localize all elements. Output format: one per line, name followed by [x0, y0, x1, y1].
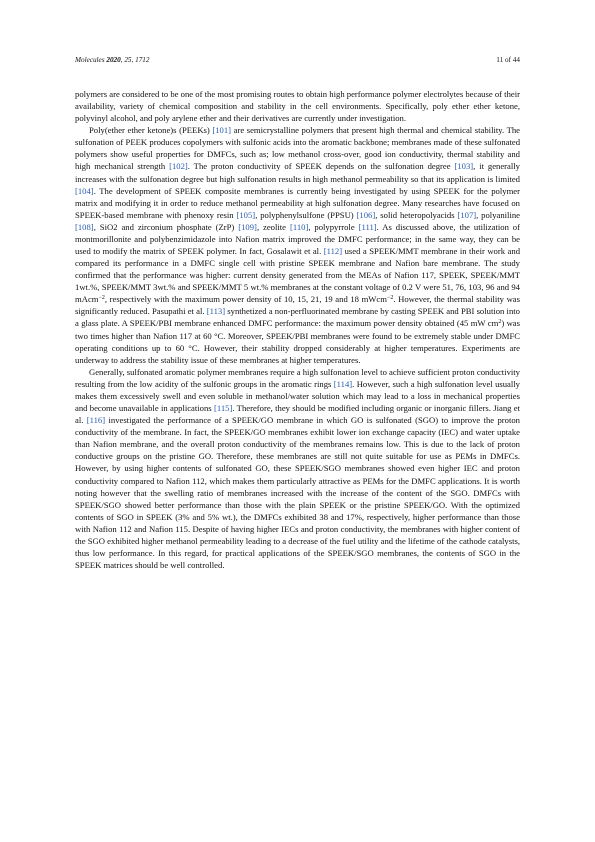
citation-link[interactable]: [108] [75, 221, 94, 232]
superscript: −2 [98, 295, 105, 302]
paragraph-2: Poly(ether ether ketone)s (PEEKs) [101] are semicrystalline polymers that present high thermal and chemical stability. The sulfonation of PEEK produces copolymers with sulfonic acids into the aromatic backbone; membranes made of these sulfonated polymers show useful properties for DMFCs, such as; low methanol cross-over, good ion conductivity, thermal stability and high mechanical strength [102]. The proton conductivity of SPEEK depends on the sulfonation degree [103], it generally increases with the sulfonation degree but high sulfonation results in high methanol permeability so that its application is limited [104]. The development of SPEEK composite membranes is currently being investigated by using SPEEK for the polymer matrix and modifying it in order to reduce methanol permeability at high sulfonation degree. Many researches have focused on SPEEK-based membrane with phenoxy resin [105], polyphenylsulfone (PPSU) [106], solid heteropolyacids [107], polyaniline [108], SiO2 and zirconium phosphate (ZrP) [109], zeolite [110], polypyrrole [111]. As discussed above, the utilization of montmorillonite and polybenzimidazole into Nafion matrix improved the DMFC performance; in the same way, they can be used to modify the matrix of SPEEK polymer. In fact, Gosalawit et al. [112] used a SPEEK/MMT membrane in their work and compared its performance in a DMFC single cell with pristine SPEEK membrane and Nafion bare membrane. The study confirmed that the performance was higher: current density generated from the MEAs of Nafion 117, SPEEK, SPEEK/MMT 1wt.%, SPEEK/MMT 3wt.% and SPEEK/MMT 5 wt.% membranes at the constant voltage of 0.2 V were 51, 76, 103, 96 and 94 mAcm$^{-2}$, respectively with the maximum power density of 10, 15, 21, 19 and 18 mWcm$^{-2}$. However, the thermal stability was significantly reduced. Pasupathi et al. [113] synthetized a non-perfluorinated membrane by casting SPEEK and PBI solution into a glass plate. A SPEEK/PBI membrane enhanced DMFC performance: the maximum power density obtained (45 mW $cm^2$) was two times higher than Nafion 117 at 60 °C. Moreover, SPEEK/PBI membranes were found to be extremely stable under DMFC operating conditions up to 60 °C. However, their stability dropped considerably at higher temperatures. Experiments are underway to address the stability issue of these membranes at higher temperatures. [75, 125, 521, 365]
citation-link[interactable]: [103] [454, 161, 474, 172]
citation-link[interactable]: [114] [333, 378, 353, 389]
citation-link[interactable]: [106] [356, 209, 376, 220]
citation-link[interactable]: [116] [86, 415, 106, 426]
page-number: 11 of 44 [496, 56, 520, 64]
citation-link[interactable]: [105] [236, 209, 256, 220]
citation-link[interactable]: [101] [212, 125, 232, 136]
journal-citation [75, 56, 149, 64]
citation-link[interactable]: [113] [206, 306, 226, 317]
citation-link[interactable]: [109] [238, 221, 257, 232]
citation-link[interactable]: [115] [213, 403, 233, 414]
citation-link[interactable]: [112] [323, 246, 343, 257]
article-body [75, 88, 520, 571]
superscript: 2 [498, 319, 502, 326]
running-header [75, 56, 520, 64]
citation-link[interactable]: [102] [169, 161, 188, 172]
citation-link[interactable]: [111] [358, 221, 377, 232]
paragraph-3: Generally, sulfonated aromatic polymer membranes require a high sulfonation level to achieve sufficient proton conductivity resulting from the low acidity of the sulfonic groups in the aromatic rings [114]. However, such a high sulfonation level usually makes them excessively swell and even soluble in methanol/water solution which may lead to a loss in mechanical properties and become unavailable in applications [115]. Therefore, they should be modified including organic or inorganic fillers. Jiang et al. [116] investigated the performance of a SPEEK/GO membrane in which GO is sulfonated (SGO) to improve the proton conductivity of the membrane. In fact, the SPEEK/GO membranes exhibit lower ion exchange capacity (IEC) and water uptake than Nafion membrane, and the overall proton conductivity of the membranes remains low. This is due to the lack of proton conductive groups on the pristine GO. Therefore, these membranes are still not quite suitable for use as PEMs in DMFCs. However, by using higher contents of sulfonated GO, these SPEEK/SGO membranes showed even higher IEC and proton conductivity compared to Nafion 112, which makes them particularly attractive as PEMs for the DMFC applications. It is worth noting however that the swelling ratio of membranes increased with the increase of the content of the SGO. DMFCs with SPEEK/SGO showed better performance than those with the plain SPEEK or the pristine SPEEK/GO. With the optimized contents of SGO in SPEEK (3% and 5% wt.), the DMFCs exhibited 38 and 17%, respectively, higher performance than those with Nafion 112 and Nafion 115. Despite of having higher IECs and proton conductivity, the membranes with higher content of the SGO exhibited higher methanol permeability leading to a decrease of the fuel utility and the lifetime of the cathode catalysts, thus low performance. In this regard, for practical applications of the SPEEK/SGO membranes, the contents of SGO in the SPEEK matrices should be well controlled. [75, 366, 520, 571]
journal-name: Molecules [75, 56, 105, 64]
journal-year: 2020 [106, 56, 121, 64]
citation-link[interactable]: [110] [289, 221, 309, 232]
superscript: −2 [386, 295, 394, 302]
paragraph-1: polymers are considered to be one of the most promising routes to obtain high performance polymer electrolytes because of their availability, variety of chemical composition and stability in the cell environments. Specifically, poly ether ether ketone, polyvinyl alcohol, and poly arylene ether and their derivatives are currently under investigation. [75, 89, 520, 124]
citation-link[interactable]: [104] [75, 185, 94, 196]
citation-link[interactable]: [107] [457, 209, 477, 220]
journal-volume: , 25, 1712 [120, 56, 150, 64]
